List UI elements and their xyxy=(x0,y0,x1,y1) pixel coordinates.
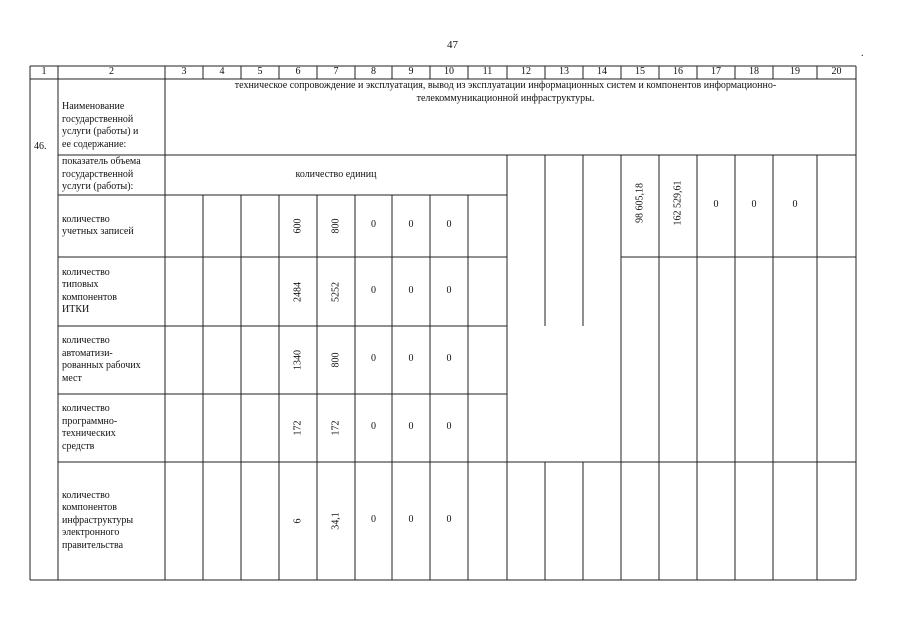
value-col8: 0 xyxy=(371,421,376,432)
column-number-12: 12 xyxy=(521,66,531,77)
value-col6: 2484 xyxy=(292,281,304,302)
column-number-13: 13 xyxy=(559,66,569,77)
column-number-2: 2 xyxy=(109,66,114,77)
row-label: количество автоматизи- рованных рабочих мест xyxy=(62,335,141,384)
value-col16: 162 529,61 xyxy=(672,180,684,226)
value-col7: 800 xyxy=(330,218,342,234)
value-col10: 0 xyxy=(446,219,452,230)
column-number-11: 11 xyxy=(482,66,493,77)
value-col17: 0 xyxy=(713,199,719,210)
service-name: Наименование государственной услуги (работы) и ее содержание: xyxy=(62,101,139,150)
value-col7: 34,1 xyxy=(330,512,342,530)
value-col8: 0 xyxy=(371,514,376,525)
column-number-18: 18 xyxy=(749,66,759,77)
value-col15: 98 605,18 xyxy=(634,183,646,223)
column-number-4: 4 xyxy=(219,66,225,77)
column-number-20: 20 xyxy=(831,66,842,77)
page-number: 47 xyxy=(447,39,458,51)
value-col10: 0 xyxy=(446,421,452,432)
column-number-15: 15 xyxy=(635,66,645,77)
value-col19: 0 xyxy=(792,199,798,210)
value-col8: 0 xyxy=(371,284,376,296)
column-number-16: 16 xyxy=(673,66,683,77)
value-col8: 0 xyxy=(371,219,376,230)
column-number-17: 17 xyxy=(711,66,721,77)
value-col7: 5252 xyxy=(330,281,342,302)
column-number-19: 19 xyxy=(790,66,800,77)
unit-label: количество единиц xyxy=(295,169,377,180)
column-number-3: 3 xyxy=(181,66,187,77)
value-col9: 0 xyxy=(408,514,414,525)
value-col18: 0 xyxy=(751,199,757,210)
value-col10: 0 xyxy=(446,353,452,364)
value-col6: 1340 xyxy=(292,350,304,370)
column-number-8: 8 xyxy=(371,66,376,77)
value-col6: 600 xyxy=(292,218,304,234)
value-col10: 0 xyxy=(446,514,452,525)
row-number: 46. xyxy=(34,141,47,152)
value-col9: 0 xyxy=(408,353,414,364)
row-label: количество компонентов инфраструктуры электронного правительства xyxy=(62,489,134,551)
value-col6: 172 xyxy=(292,420,304,436)
column-number-1: 1 xyxy=(41,66,47,77)
value-col8: 0 xyxy=(371,353,376,364)
value-col9: 0 xyxy=(408,421,414,432)
value-col10: 0 xyxy=(446,284,452,296)
column-number-14: 14 xyxy=(597,66,607,77)
column-number-10: 10 xyxy=(444,66,454,77)
value-col7: 172 xyxy=(330,420,342,436)
row-label: количество типовых компонентов ИТКИ xyxy=(62,266,117,315)
stray-mark: . xyxy=(861,48,864,59)
value-col6: 6 xyxy=(292,518,304,524)
row-label: количество учетных записей xyxy=(62,213,134,237)
column-number-9: 9 xyxy=(408,66,414,77)
column-number-6: 6 xyxy=(295,66,301,77)
value-col9: 0 xyxy=(408,219,414,230)
service-content: техническое сопровождение и эксплуатация, вывод из эксплуатации информационных систем и компонентов информационно- телекоммуникационной инфраструктуры. xyxy=(234,80,777,104)
value-col7: 800 xyxy=(330,352,342,368)
row-label: количество программно- технических средств xyxy=(62,403,118,452)
value-col9: 0 xyxy=(408,284,414,296)
column-number-7: 7 xyxy=(333,66,339,77)
indicator-label: показатель объема государственной услуги (работы): xyxy=(62,156,141,192)
column-number-5: 5 xyxy=(257,66,263,77)
